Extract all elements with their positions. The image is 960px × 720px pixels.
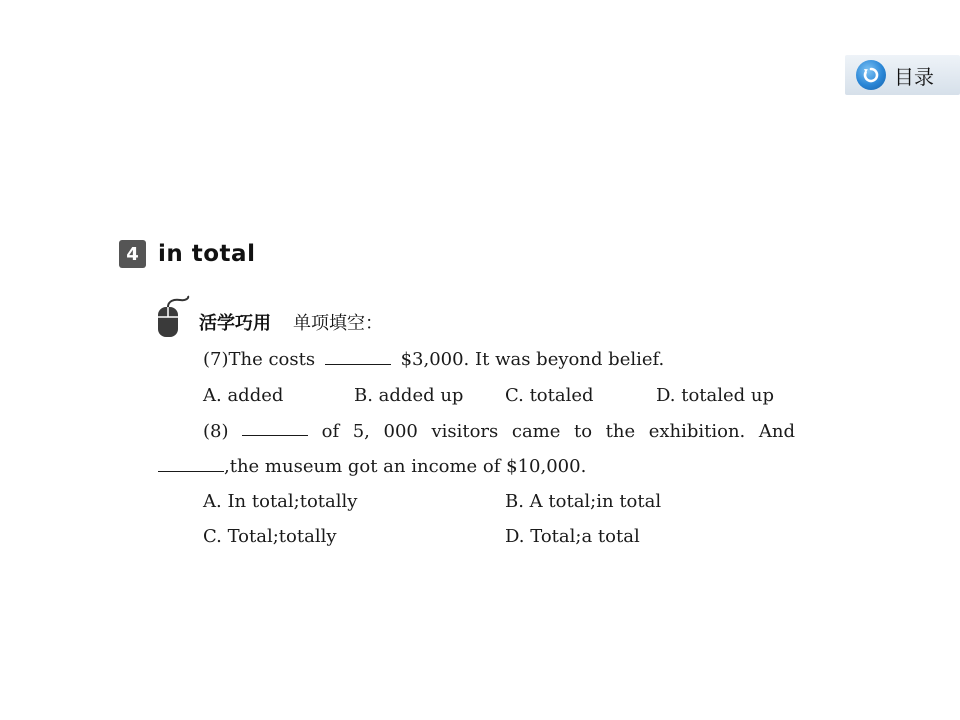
section-title: 活学巧用 bbox=[199, 313, 271, 334]
mouse-icon bbox=[156, 295, 192, 339]
question-8-line2 bbox=[158, 456, 586, 477]
heading-title: in total bbox=[158, 241, 256, 267]
q8-word: came bbox=[511, 421, 561, 442]
q8-word: of bbox=[321, 421, 340, 442]
q8-number: (8) bbox=[203, 421, 229, 442]
q8-word: the bbox=[605, 421, 636, 442]
q8-word: visitors bbox=[431, 421, 499, 442]
q7-suffix: $3,000. It was beyond belief. bbox=[400, 349, 665, 370]
q8-word: to bbox=[573, 421, 593, 442]
q8-word: 000 bbox=[383, 421, 418, 442]
answer-blank bbox=[158, 457, 224, 472]
question-7 bbox=[203, 349, 664, 370]
q8-word: 5, bbox=[352, 421, 370, 442]
refresh-icon bbox=[856, 60, 886, 90]
number-badge: 4 bbox=[119, 240, 146, 268]
q7-prefix: (7)The costs bbox=[203, 349, 316, 370]
q8-line2-suffix: ,the museum got an income of $10,000. bbox=[224, 456, 587, 477]
q7-option-c: C. totaled bbox=[505, 385, 594, 406]
q7-option-a: A. added bbox=[203, 385, 284, 406]
exercise-label bbox=[199, 309, 383, 335]
q8-option-c: C. Total;totally bbox=[203, 526, 337, 547]
section-instruction: 单项填空： bbox=[293, 313, 383, 334]
q7-option-b: B. added up bbox=[354, 385, 464, 406]
q8-option-b: B. A total;in total bbox=[505, 491, 662, 512]
q8-option-d: D. Total;a total bbox=[505, 526, 640, 547]
q7-option-d: D. totaled up bbox=[656, 385, 775, 406]
question-8-line1 bbox=[203, 421, 795, 442]
q8-word: exhibition. bbox=[648, 421, 746, 442]
answer-blank bbox=[242, 421, 308, 436]
section-heading bbox=[119, 240, 255, 268]
toc-button[interactable] bbox=[845, 55, 960, 95]
toc-label: 目录 bbox=[894, 64, 934, 89]
q8-word: And bbox=[758, 421, 795, 442]
answer-blank bbox=[325, 350, 391, 365]
q8-option-a: A. In total;totally bbox=[203, 491, 358, 512]
